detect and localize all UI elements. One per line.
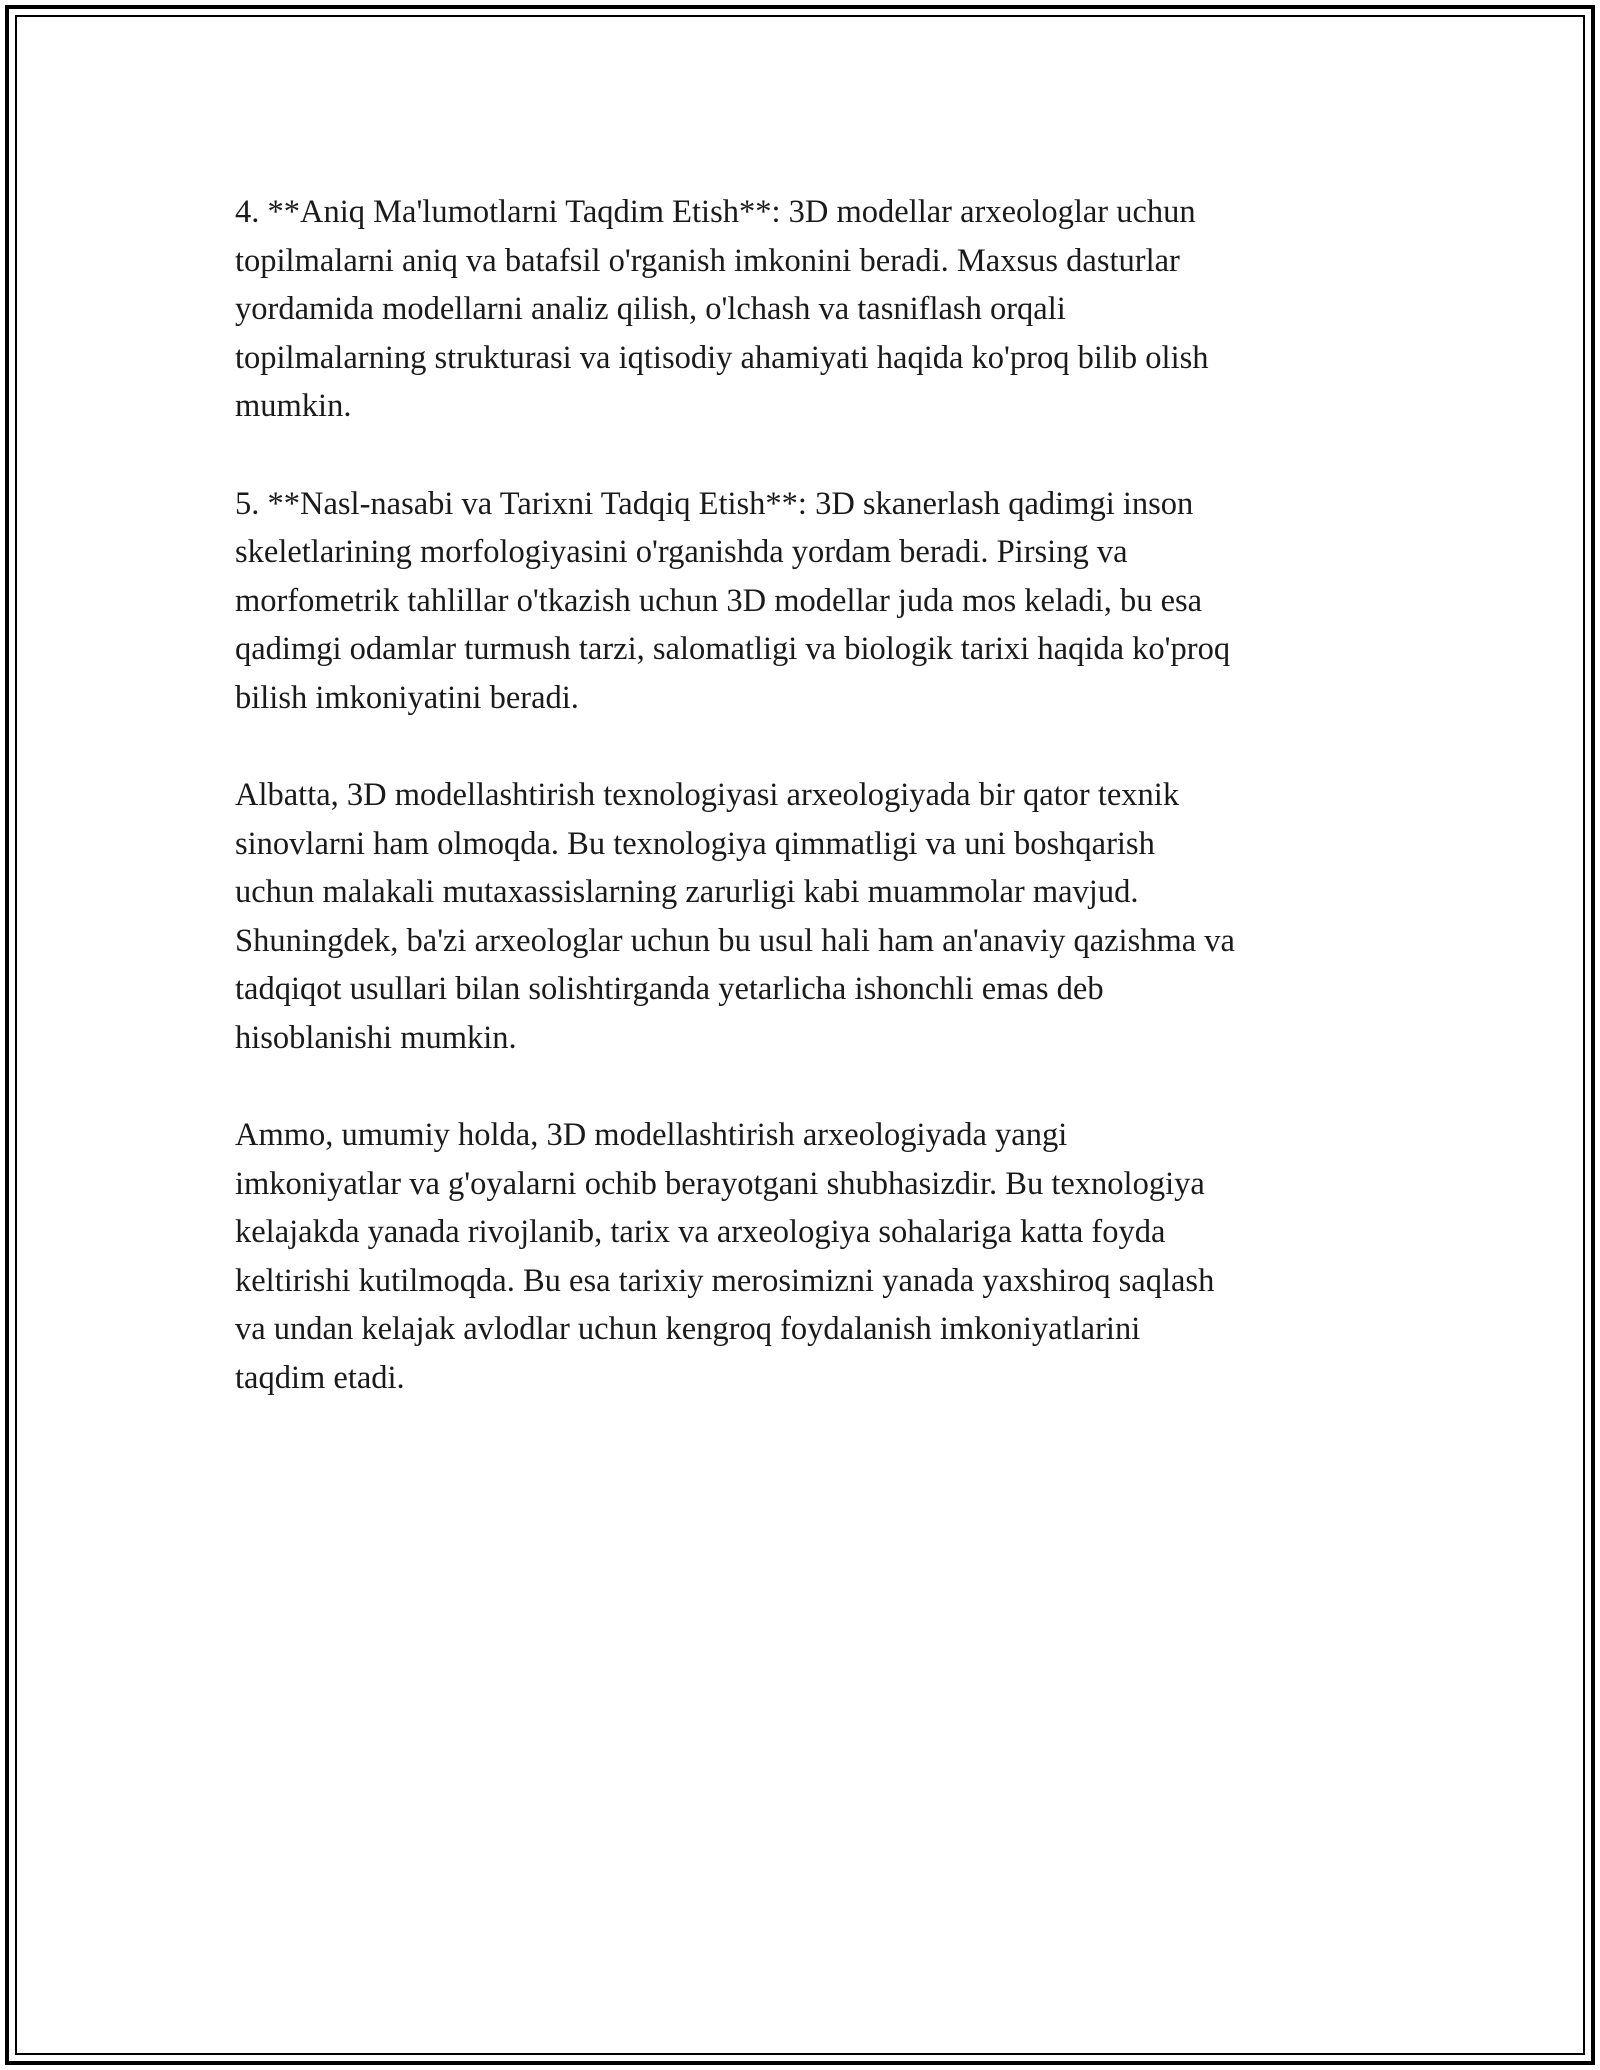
paragraph-conclusion: Ammo, umumiy holda, 3D modellashtirish arxeologiyada yangi imkoniyatlar va g'oyalarni ochib berayotgani shubhasizdir. Bu texnologiya kelajakda yanada rivojlanib, tarix va arxeologiya sohalariga katta foyda keltirishi kutilmoqda. Bu esa tarixiy merosimizni yanada yaxshiroq saqlash va undan kelajak avlodlar uchun kengroq foydalanish imkoniyatlarini taqdim etadi. bbox=[235, 1117, 1215, 1396]
paragraph-challenges: Albatta, 3D modellashtirish texnologiyasi arxeologiyada bir qator texnik sinovlarni ham olmoqda. Bu texnologiya qimmatligi va uni boshqarish uchun malakali mutaxassislarning zarurligi kabi muammolar mavjud. Shuningdek, ba'zi arxeologlar uchun bu usul hali ham an'anaviy qazishma va tadqiqot usullari bilan solishtirganda yetarlicha ishonchli emas deb hisoblanishi mumkin. bbox=[235, 777, 1235, 1056]
paragraph-item-4: 4. **Aniq Ma'lumotlarni Taqdim Etish**: 3D modellar arxeologlar uchun topilmalarni aniq va batafsil o'rganish imkonini beradi. Maxsus dasturlar yordamida modellarni analiz qilish, o'lchash va tasniflash orqali topilmalarning strukturasi va iqtisodiy ahamiyati haqida ko'proq bilib olish mumkin. bbox=[235, 194, 1209, 424]
document-body bbox=[235, 188, 1370, 1451]
paragraph-item-5: 5. **Nasl-nasabi va Tarixni Tadqiq Etish**: 3D skanerlash qadimgi inson skeletlarining morfologiyasini o'rganishda yordam beradi. Pirsing va morfometrik tahlillar o'tkazish uchun 3D modellar juda mos keladi, bu esa qadimgi odamlar turmush tarzi, salomatligi va biologik tarixi haqida ko'proq bilish imkoniyatini beradi. bbox=[235, 485, 1231, 716]
